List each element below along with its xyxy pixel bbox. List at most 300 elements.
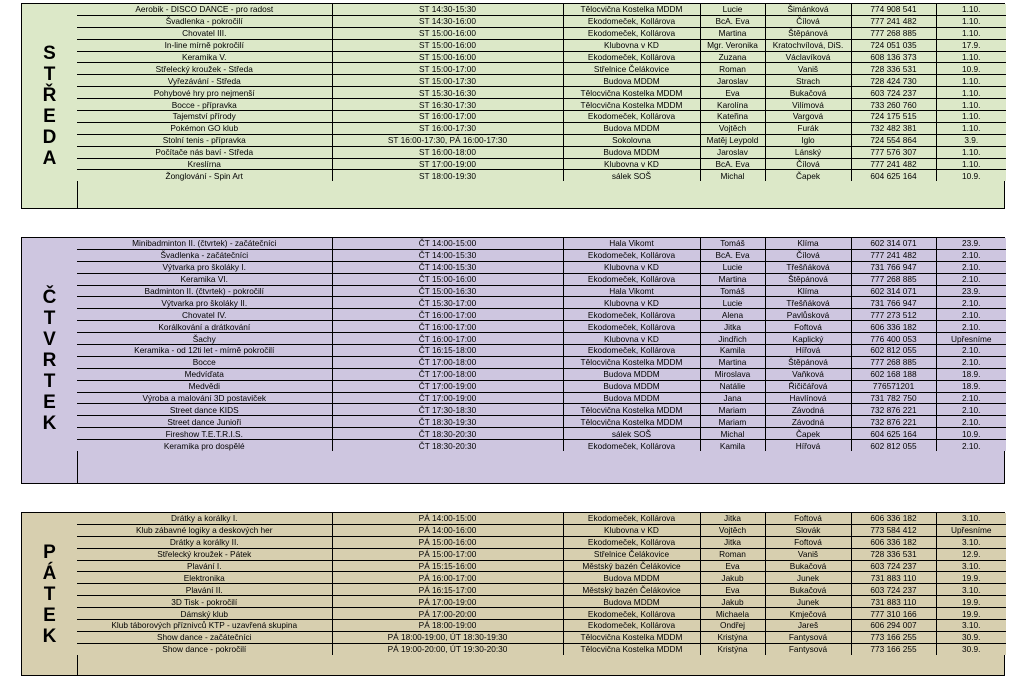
start-date-cell: 23.9.	[936, 285, 1006, 297]
table-row	[77, 238, 1006, 249]
activity-cell: Show dance - pokročilí	[77, 643, 332, 654]
table-row	[77, 146, 1006, 158]
activity-cell: Fireshow T.E.T.R.I.S.	[77, 428, 332, 440]
last-name-cell: Štěpánová	[765, 273, 851, 285]
activity-cell: Bocce	[77, 356, 332, 368]
time-cell: ČT 15:30-17:00	[332, 297, 563, 309]
time-cell: ČT 18:30-20:30	[332, 428, 563, 440]
start-date-cell: 3.10.	[936, 513, 1006, 524]
phone-cell: 776 400 053	[851, 333, 936, 345]
time-cell: PÁ 14:00-16:00	[332, 524, 563, 536]
last-name-cell: Fantysová	[765, 631, 851, 643]
time-cell: ST 15:00-16:00	[332, 27, 563, 39]
start-date-cell: 10.9.	[936, 63, 1006, 75]
location-cell: Městský bazén Čelákovice	[563, 560, 700, 572]
activity-cell: Švadlenka - pokročilí	[77, 15, 332, 27]
section-ctvrtek	[21, 237, 1005, 484]
phone-cell: 777 241 482	[851, 249, 936, 261]
phone-cell: 606 336 182	[851, 536, 936, 548]
day-letter: P	[43, 541, 56, 563]
first-name-cell: Vojtěch	[700, 524, 765, 536]
start-date-cell: 2.10.	[936, 249, 1006, 261]
start-date-cell: 10.9.	[936, 428, 1006, 440]
location-cell: sálek SOŠ	[563, 428, 700, 440]
time-cell: PÁ 15:15-16:00	[332, 560, 563, 572]
location-cell: Budova MDDM	[563, 392, 700, 404]
last-name-cell: Foftová	[765, 321, 851, 333]
phone-cell: 732 876 221	[851, 416, 936, 428]
start-date-cell: Upřesníme	[936, 524, 1006, 536]
location-cell: Tělocvična Kostelka MDDM	[563, 416, 700, 428]
activity-cell: Stolní tenis - přípravka	[77, 134, 332, 146]
phone-cell: 603 724 237	[851, 560, 936, 572]
table-row	[77, 15, 1006, 27]
phone-cell: 728 336 531	[851, 63, 936, 75]
last-name-cell: Hířová	[765, 440, 851, 451]
location-cell: Ekodomeček, Kollárova	[563, 513, 700, 524]
table-row	[77, 309, 1006, 321]
location-cell: Ekodomeček, Kollárova	[563, 273, 700, 285]
start-date-cell: 1.10.	[936, 4, 1006, 15]
start-date-cell: 2.10.	[936, 297, 1006, 309]
last-name-cell: Štěpánová	[765, 356, 851, 368]
last-name-cell: Třešňáková	[765, 297, 851, 309]
schedule-table-ctvrtek	[77, 238, 1006, 451]
first-name-cell: Jakub	[700, 596, 765, 608]
first-name-cell: Eva	[700, 87, 765, 99]
time-cell: PÁ 19:00-20:00, ÚT 19:30-20:30	[332, 643, 563, 654]
location-cell: Ekodomeček, Kollárova	[563, 345, 700, 357]
day-letter: T	[43, 64, 56, 85]
start-date-cell: 1.10.	[936, 99, 1006, 111]
last-name-cell: Čílová	[765, 158, 851, 170]
start-date-cell: 3.10.	[936, 560, 1006, 572]
location-cell: Budova MDDM	[563, 122, 700, 134]
location-cell: Ekodomeček, Kollárova	[563, 27, 700, 39]
time-cell: PÁ 16:00-17:00	[332, 572, 563, 584]
activity-cell: Aerobik - DISCO DANCE - pro radost	[77, 4, 332, 15]
table-row	[77, 63, 1006, 75]
table-row	[77, 548, 1006, 560]
location-cell: Ekodomeček, Kollárova	[563, 15, 700, 27]
table-row	[77, 99, 1006, 111]
first-name-cell: Vojtěch	[700, 122, 765, 134]
table-row	[77, 134, 1006, 146]
activity-cell: Klub táborových příznivců KTP - uzavřená skupina	[77, 620, 332, 632]
location-cell: Klubovna v KD	[563, 39, 700, 51]
start-date-cell: 2.10.	[936, 404, 1006, 416]
start-date-cell: 1.10.	[936, 75, 1006, 87]
start-date-cell: 2.10.	[936, 309, 1006, 321]
activity-cell: Vyřezávání - Středa	[77, 75, 332, 87]
time-cell: ČT 14:00-15:30	[332, 261, 563, 273]
activity-cell: Švadlenka - začátečníci	[77, 249, 332, 261]
phone-cell: 731 766 947	[851, 297, 936, 309]
phone-cell: 604 625 164	[851, 170, 936, 181]
table-row	[77, 572, 1006, 584]
last-name-cell: Šimánková	[765, 4, 851, 15]
last-name-cell: Vaňková	[765, 368, 851, 380]
phone-cell: 777 268 885	[851, 27, 936, 39]
day-letter: T	[43, 583, 56, 605]
table-row	[77, 51, 1006, 63]
phone-cell: 602 812 055	[851, 440, 936, 451]
start-date-cell: 2.10.	[936, 345, 1006, 357]
location-cell: Tělocvična Kostelka MDDM	[563, 643, 700, 654]
table-row	[77, 608, 1006, 620]
first-name-cell: Jana	[700, 392, 765, 404]
phone-cell: 603 724 237	[851, 584, 936, 596]
start-date-cell: 18.9.	[936, 368, 1006, 380]
location-cell: Budova MDDM	[563, 572, 700, 584]
table-row	[77, 285, 1006, 297]
phone-cell: 604 625 164	[851, 428, 936, 440]
time-cell: ČT 16:15-18:00	[332, 345, 563, 357]
last-name-cell: Čapek	[765, 428, 851, 440]
first-name-cell: Zuzana	[700, 51, 765, 63]
first-name-cell: Kristýna	[700, 631, 765, 643]
time-cell: ČT 17:00-18:00	[332, 368, 563, 380]
phone-cell: 608 136 373	[851, 51, 936, 63]
location-cell: Střelnice Čelákovice	[563, 548, 700, 560]
table-row	[77, 4, 1006, 15]
time-cell: ST 15:00-17:00	[332, 63, 563, 75]
time-cell: ST 15:00-16:00	[332, 39, 563, 51]
table-row	[77, 513, 1006, 524]
schedule-table-streda	[77, 4, 1006, 181]
location-cell: Budova MDDM	[563, 380, 700, 392]
activity-cell: Street dance Junioři	[77, 416, 332, 428]
phone-cell: 777 310 166	[851, 608, 936, 620]
phone-cell: 731 766 947	[851, 261, 936, 273]
start-date-cell: 1.10.	[936, 51, 1006, 63]
first-name-cell: Michaela	[700, 608, 765, 620]
start-date-cell: 2.10.	[936, 261, 1006, 273]
phone-cell: 773 166 255	[851, 643, 936, 654]
last-name-cell: Klíma	[765, 285, 851, 297]
day-label-streda	[22, 4, 78, 208]
table-row	[77, 87, 1006, 99]
phone-cell: 606 294 007	[851, 620, 936, 632]
table-row	[77, 440, 1006, 451]
location-cell: Hala Vikomt	[563, 285, 700, 297]
time-cell: ST 16:00-17:30, PÁ 16:00-17:30	[332, 134, 563, 146]
activity-cell: Tajemství přírody	[77, 111, 332, 123]
activity-cell: In-line mírně pokročilí	[77, 39, 332, 51]
phone-cell: 602 168 188	[851, 368, 936, 380]
time-cell: ČT 18:30-20:30	[332, 440, 563, 451]
activity-cell: Drátky a korálky I.	[77, 513, 332, 524]
start-date-cell: 1.10.	[936, 27, 1006, 39]
last-name-cell: Čílová	[765, 15, 851, 27]
table-row	[77, 524, 1006, 536]
last-name-cell: Pavlůsková	[765, 309, 851, 321]
first-name-cell: Karolína	[700, 99, 765, 111]
last-name-cell: Čílová	[765, 249, 851, 261]
activity-cell: Plavání II.	[77, 584, 332, 596]
first-name-cell: BcA. Eva	[700, 15, 765, 27]
table-row	[77, 27, 1006, 39]
last-name-cell: Vaniš	[765, 548, 851, 560]
phone-cell: 777 273 512	[851, 309, 936, 321]
start-date-cell: 3.9.	[936, 134, 1006, 146]
phone-cell: 777 268 885	[851, 273, 936, 285]
location-cell: Budova MDDM	[563, 146, 700, 158]
table-row	[77, 111, 1006, 123]
phone-cell: 602 314 071	[851, 285, 936, 297]
last-name-cell: Závodná	[765, 416, 851, 428]
last-name-cell: Vaniš	[765, 63, 851, 75]
phone-cell: 776571201	[851, 380, 936, 392]
time-cell: PÁ 17:00-20:00	[332, 608, 563, 620]
first-name-cell: BcA. Eva	[700, 158, 765, 170]
location-cell: Tělocvična Kostelka MDDM	[563, 404, 700, 416]
table-row	[77, 584, 1006, 596]
start-date-cell: 2.10.	[936, 273, 1006, 285]
first-name-cell: Jaroslav	[700, 146, 765, 158]
activity-cell: Korálkování a drátkování	[77, 321, 332, 333]
first-name-cell: Michal	[700, 428, 765, 440]
day-letter: Á	[42, 562, 57, 584]
phone-cell: 602 812 055	[851, 345, 936, 357]
phone-cell: 724 051 035	[851, 39, 936, 51]
last-name-cell: Junek	[765, 596, 851, 608]
time-cell: ČT 18:30-19:30	[332, 416, 563, 428]
activity-cell: Show dance - začátečníci	[77, 631, 332, 643]
first-name-cell: Alena	[700, 309, 765, 321]
time-cell: ČT 17:00-19:00	[332, 392, 563, 404]
location-cell: Ekodomeček, Kollárova	[563, 536, 700, 548]
location-cell: Hala Vikomt	[563, 238, 700, 249]
location-cell: sálek SOŠ	[563, 170, 700, 181]
table-row	[77, 333, 1006, 345]
location-cell: Tělocvična Kostelka MDDM	[563, 631, 700, 643]
last-name-cell: Slovák	[765, 524, 851, 536]
first-name-cell: Matěj Leypold	[700, 134, 765, 146]
phone-cell: 606 336 182	[851, 321, 936, 333]
activity-cell: Drátky a korálky II.	[77, 536, 332, 548]
time-cell: ST 14:30-15:30	[332, 4, 563, 15]
time-cell: PÁ 17:00-19:00	[332, 596, 563, 608]
phone-cell: 777 241 482	[851, 15, 936, 27]
location-cell: Budova MDDM	[563, 596, 700, 608]
time-cell: PÁ 14:00-15:00	[332, 513, 563, 524]
last-name-cell: Iglo	[765, 134, 851, 146]
last-name-cell: Havlínová	[765, 392, 851, 404]
time-cell: PÁ 18:00-19:00	[332, 620, 563, 632]
day-letter: K	[42, 413, 57, 434]
time-cell: ST 15:00-16:00	[332, 51, 563, 63]
last-name-cell: Junek	[765, 572, 851, 584]
last-name-cell: Foftová	[765, 536, 851, 548]
start-date-cell: 2.10.	[936, 321, 1006, 333]
activity-cell: Pohybové hry pro nejmenší	[77, 87, 332, 99]
phone-cell: 773 584 412	[851, 524, 936, 536]
location-cell: Klubovna v KD	[563, 297, 700, 309]
activity-cell: Výtvarka pro školáky I.	[77, 261, 332, 273]
day-letter: T	[43, 308, 56, 329]
table-row	[77, 321, 1006, 333]
time-cell: ČT 16:00-17:00	[332, 333, 563, 345]
location-cell: Ekodomeček, Kollárova	[563, 51, 700, 63]
activity-cell: Keramika V.	[77, 51, 332, 63]
first-name-cell: Miroslava	[700, 368, 765, 380]
last-name-cell: Bukačová	[765, 87, 851, 99]
day-letter: Č	[42, 287, 57, 308]
activity-cell: Elektronika	[77, 572, 332, 584]
activity-cell: Street dance KIDS	[77, 404, 332, 416]
start-date-cell: 12.9.	[936, 548, 1006, 560]
start-date-cell: 19.9.	[936, 572, 1006, 584]
phone-cell: 603 724 237	[851, 87, 936, 99]
phone-cell: 606 336 182	[851, 513, 936, 524]
phone-cell: 724 175 515	[851, 111, 936, 123]
time-cell: ČT 14:00-15:30	[332, 249, 563, 261]
activity-cell: Plavání I.	[77, 560, 332, 572]
last-name-cell: Furák	[765, 122, 851, 134]
first-name-cell: Tomáš	[700, 238, 765, 249]
time-cell: PÁ 15:00-17:00	[332, 548, 563, 560]
last-name-cell: Vargová	[765, 111, 851, 123]
start-date-cell: 10.9.	[936, 170, 1006, 181]
first-name-cell: Lucie	[700, 297, 765, 309]
last-name-cell: Třešňáková	[765, 261, 851, 273]
phone-cell: 732 876 221	[851, 404, 936, 416]
location-cell: Ekodomeček, Kollárova	[563, 440, 700, 451]
phone-cell: 777 241 482	[851, 158, 936, 170]
location-cell: Tělocvična Kostelka MDDM	[563, 356, 700, 368]
table-row	[77, 392, 1006, 404]
first-name-cell: Eva	[700, 584, 765, 596]
activity-cell: Počítače nás baví - Středa	[77, 146, 332, 158]
first-name-cell: Michal	[700, 170, 765, 181]
last-name-cell: Foftová	[765, 513, 851, 524]
activity-cell: 3D Tisk - pokročilí	[77, 596, 332, 608]
start-date-cell: 19.9.	[936, 596, 1006, 608]
location-cell: Ekodomeček, Kollárova	[563, 608, 700, 620]
first-name-cell: Mgr. Veronika	[700, 39, 765, 51]
first-name-cell: Kamila	[700, 345, 765, 357]
table-row	[77, 631, 1006, 643]
last-name-cell: Strach	[765, 75, 851, 87]
phone-cell: 777 268 885	[851, 356, 936, 368]
table-row	[77, 122, 1006, 134]
section-patek	[21, 512, 1005, 676]
first-name-cell: Ondřej	[700, 620, 765, 632]
time-cell: ČT 17:30-18:30	[332, 404, 563, 416]
table-row	[77, 536, 1006, 548]
time-cell: ČT 16:00-17:00	[332, 321, 563, 333]
day-letter: V	[43, 329, 56, 350]
last-name-cell: Bukačová	[765, 584, 851, 596]
activity-cell: Badminton II. (čtvrtek) - pokročilí	[77, 285, 332, 297]
start-date-cell: 1.10.	[936, 111, 1006, 123]
table-row	[77, 356, 1006, 368]
day-letter: E	[43, 392, 56, 413]
location-cell: Ekodomeček, Kollárova	[563, 309, 700, 321]
phone-cell: 731 883 110	[851, 596, 936, 608]
start-date-cell: Upřesníme	[936, 333, 1006, 345]
first-name-cell: Jindřich	[700, 333, 765, 345]
location-cell: Střelnice Čelákovice	[563, 63, 700, 75]
last-name-cell: Kmječová	[765, 608, 851, 620]
location-cell: Klubovna v KD	[563, 333, 700, 345]
last-name-cell: Václavíková	[765, 51, 851, 63]
time-cell: ST 18:00-19:30	[332, 170, 563, 181]
last-name-cell: Kratochvílová, DiS.	[765, 39, 851, 51]
first-name-cell: Tomáš	[700, 285, 765, 297]
first-name-cell: Mariam	[700, 416, 765, 428]
activity-cell: Keramika VI.	[77, 273, 332, 285]
time-cell: ST 16:00-17:30	[332, 122, 563, 134]
location-cell: Městský bazén Čelákovice	[563, 584, 700, 596]
first-name-cell: Eva	[700, 560, 765, 572]
table-row	[77, 596, 1006, 608]
location-cell: Ekodomeček, Kollárova	[563, 111, 700, 123]
location-cell: Budova MDDM	[563, 368, 700, 380]
phone-cell: 731 782 750	[851, 392, 936, 404]
activity-cell: Výtvarka pro školáky II.	[77, 297, 332, 309]
time-cell: PÁ 16:15-17:00	[332, 584, 563, 596]
start-date-cell: 1.10.	[936, 158, 1006, 170]
first-name-cell: Natálie	[700, 380, 765, 392]
start-date-cell: 19.9.	[936, 608, 1006, 620]
schedule-table-patek	[77, 513, 1006, 655]
table-row	[77, 416, 1006, 428]
first-name-cell: Jakub	[700, 572, 765, 584]
table-row	[77, 170, 1006, 181]
activity-cell: Keramika pro dospělé	[77, 440, 332, 451]
table-row	[77, 620, 1006, 632]
phone-cell: 731 883 110	[851, 572, 936, 584]
activity-cell: Keramika - od 12ti let - mírně pokročilí	[77, 345, 332, 357]
table-row	[77, 158, 1006, 170]
table-row	[77, 261, 1006, 273]
activity-cell: Dámský klub	[77, 608, 332, 620]
start-date-cell: 18.9.	[936, 380, 1006, 392]
first-name-cell: Kamila	[700, 440, 765, 451]
phone-cell: 774 908 541	[851, 4, 936, 15]
table-row	[77, 345, 1006, 357]
table-row	[77, 39, 1006, 51]
start-date-cell: 17.9.	[936, 39, 1006, 51]
first-name-cell: Lucie	[700, 261, 765, 273]
activity-cell: Střelecký kroužek - Pátek	[77, 548, 332, 560]
time-cell: ČT 15:00-16:00	[332, 273, 563, 285]
time-cell: ST 17:00-19:00	[332, 158, 563, 170]
first-name-cell: BcA. Eva	[700, 249, 765, 261]
start-date-cell: 23.9.	[936, 238, 1006, 249]
time-cell: ČT 14:00-15:00	[332, 238, 563, 249]
day-letter: A	[42, 148, 57, 169]
day-label-patek	[22, 513, 78, 675]
last-name-cell: Kaplický	[765, 333, 851, 345]
location-cell: Ekodomeček, Kollárova	[563, 249, 700, 261]
section-streda	[21, 3, 1005, 209]
day-letter: K	[42, 625, 57, 647]
last-name-cell: Vilímová	[765, 99, 851, 111]
day-letter: E	[43, 604, 56, 626]
location-cell: Klubovna v KD	[563, 524, 700, 536]
activity-cell: Bocce - přípravka	[77, 99, 332, 111]
table-row	[77, 249, 1006, 261]
phone-cell: 773 166 255	[851, 631, 936, 643]
time-cell: ST 15:00-17:30	[332, 75, 563, 87]
start-date-cell: 3.10.	[936, 536, 1006, 548]
time-cell: ČT 17:00-18:00	[332, 356, 563, 368]
day-letter: D	[42, 127, 57, 148]
first-name-cell: Martina	[700, 356, 765, 368]
